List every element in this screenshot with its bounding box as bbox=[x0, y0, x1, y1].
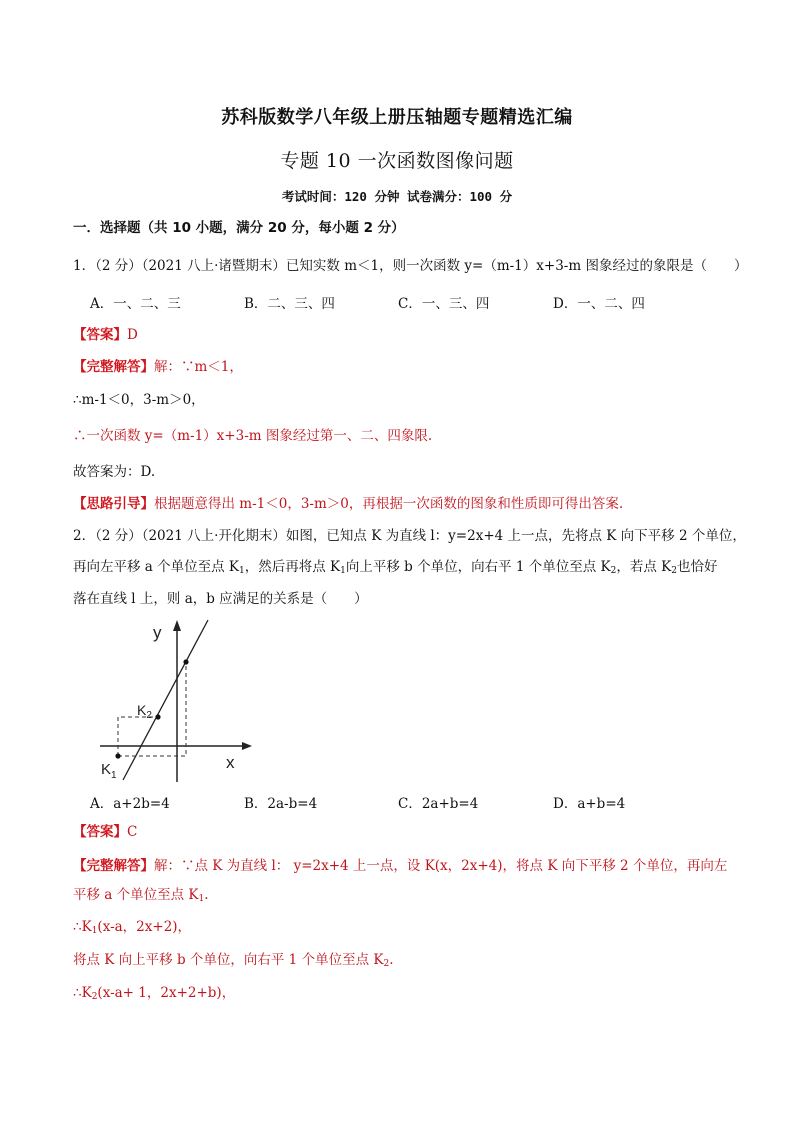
k-to-k1-path bbox=[118, 662, 186, 756]
y-axis-label: y bbox=[153, 623, 162, 642]
question-2-option-c: C．2a+b=4 bbox=[398, 796, 479, 812]
stem-text: 也恰好 bbox=[677, 559, 718, 575]
question-2-stem-line-2 bbox=[73, 557, 733, 581]
solution-text: (x-a，2x+2)， bbox=[97, 919, 192, 935]
solution-text: 解：∵点 K 为直线 l： y=2x+4 上一点，设 K(x，2x+4)，将点 K 向下平移 2 个单位，再向左 bbox=[154, 858, 728, 874]
question-2-solution-line-1 bbox=[73, 856, 733, 876]
x-axis-label: x bbox=[226, 753, 235, 772]
point-k2 bbox=[155, 714, 160, 719]
question-2-option-a: A．a+2b=4 bbox=[90, 796, 170, 812]
coordinate-diagram bbox=[95, 614, 265, 784]
question-2-solution-line-2 bbox=[73, 885, 733, 909]
subscript: 1 bbox=[198, 894, 205, 904]
question-2-solution-line-4 bbox=[73, 950, 733, 974]
solution-text: (x-a+ 1，2x+2+b)， bbox=[97, 985, 236, 1001]
subscript: 2 bbox=[383, 959, 390, 969]
k1-label bbox=[101, 761, 117, 781]
section-heading: 一．选择题（共 10 小题，满分 20 分，每小题 2 分） bbox=[73, 220, 405, 236]
question-1-solution-line-4: 故答案为：D. bbox=[73, 464, 156, 480]
subscript: 2 bbox=[610, 566, 617, 576]
point-k bbox=[183, 659, 188, 664]
solution-text: . bbox=[204, 887, 209, 903]
question-1-solution-line-3: ∴一次函数 y=（m-1）x+3-m 图象经过第一、二、四象限. bbox=[73, 428, 433, 444]
hint-tag: 【思路引导】 bbox=[73, 496, 154, 512]
question-1-solution-line-2: ∴m-1＜0，3-m＞0， bbox=[73, 392, 205, 408]
solution-text: 平移 a 个单位至点 K bbox=[73, 887, 199, 903]
question-1-stem: 1．（2 分）（2021 八上·诸暨期末）已知实数 m＜1，则一次函数 y=（m-1）x+3-m 图象经过的象限是（ ） bbox=[73, 258, 748, 274]
subscript: 2 bbox=[671, 566, 678, 576]
subscript: 1 bbox=[239, 566, 245, 576]
question-1-answer bbox=[73, 325, 733, 345]
hint-text: 根据题意得出 m-1＜0，3-m＞0，再根据一次函数的图象和性质即可得出答案. bbox=[154, 496, 624, 512]
solution-tag: 【完整解答】 bbox=[73, 858, 154, 874]
answer-tag: 【答案】 bbox=[73, 327, 127, 343]
document-subtitle: 专题 10 一次函数图像问题 bbox=[280, 150, 514, 172]
solution-text: ∴K bbox=[73, 919, 92, 935]
question-1-option-b: B．二、三、四 bbox=[244, 296, 335, 312]
question-1-option-c: C．一、三、四 bbox=[398, 296, 490, 312]
subscript: 2 bbox=[91, 992, 98, 1002]
question-1-option-a: A．一、二、三 bbox=[90, 296, 181, 312]
question-2-option-d: D．a+b=4 bbox=[553, 796, 626, 812]
k2-label-letter: K bbox=[137, 702, 147, 718]
document-title: 苏科版数学八年级上册压轴题专题精选汇编 bbox=[221, 107, 573, 128]
answer-value: C bbox=[127, 824, 138, 840]
question-2-stem-line-1: 2．（2 分）（2021 八上·开化期末）如图，已知点 K 为直线 l：y=2x+4 上一点，先将点 K 向下平移 2 个单位， bbox=[73, 528, 746, 544]
subscript: 1 bbox=[91, 926, 98, 936]
k2-label bbox=[137, 702, 152, 721]
stem-text: ，然后再将点 K bbox=[244, 559, 341, 575]
question-2-option-b: B．2a-b=4 bbox=[244, 796, 318, 812]
subscript: 1 bbox=[340, 566, 346, 576]
k2-label-subscript: 2 bbox=[146, 710, 152, 721]
answer-tag: 【答案】 bbox=[73, 824, 127, 840]
stem-text: 再向左平移 a 个单位至点 K bbox=[73, 559, 240, 575]
stem-text: ，若点 K bbox=[616, 559, 672, 575]
y-axis-arrow-icon bbox=[173, 620, 181, 631]
question-2-stem-line-3: 落在直线 l 上，则 a，b 应满足的关系是（ ） bbox=[73, 591, 368, 607]
question-2-answer bbox=[73, 822, 733, 842]
question-1-option-d: D．一、二、四 bbox=[553, 296, 645, 312]
k1-to-k2-path bbox=[118, 717, 158, 756]
exam-info: 考试时间：120 分钟 试卷满分：100 分 bbox=[281, 189, 513, 204]
solution-text: . bbox=[389, 952, 394, 968]
answer-value: D bbox=[127, 327, 138, 343]
stem-text: 向上平移 b 个单位，向右平 1 个单位至点 K bbox=[345, 559, 611, 575]
solution-text: ∴K bbox=[73, 985, 92, 1001]
point-k1 bbox=[115, 753, 120, 758]
solution-tag: 【完整解答】 bbox=[73, 359, 154, 375]
question-1-solution-line-1 bbox=[73, 357, 733, 377]
k1-label-subscript: 1 bbox=[111, 770, 117, 781]
question-2-figure bbox=[95, 614, 265, 784]
solution-text: 将点 K 向上平移 b 个单位，向右平 1 个单位至点 K bbox=[73, 952, 384, 968]
k1-label-letter: K bbox=[101, 761, 112, 778]
question-2-solution-line-3 bbox=[73, 917, 733, 941]
solution-text: 解：∵m＜1， bbox=[154, 359, 243, 375]
x-axis-arrow-icon bbox=[242, 742, 252, 750]
question-2-solution-line-5 bbox=[73, 983, 733, 1007]
question-1-hint bbox=[73, 494, 733, 514]
